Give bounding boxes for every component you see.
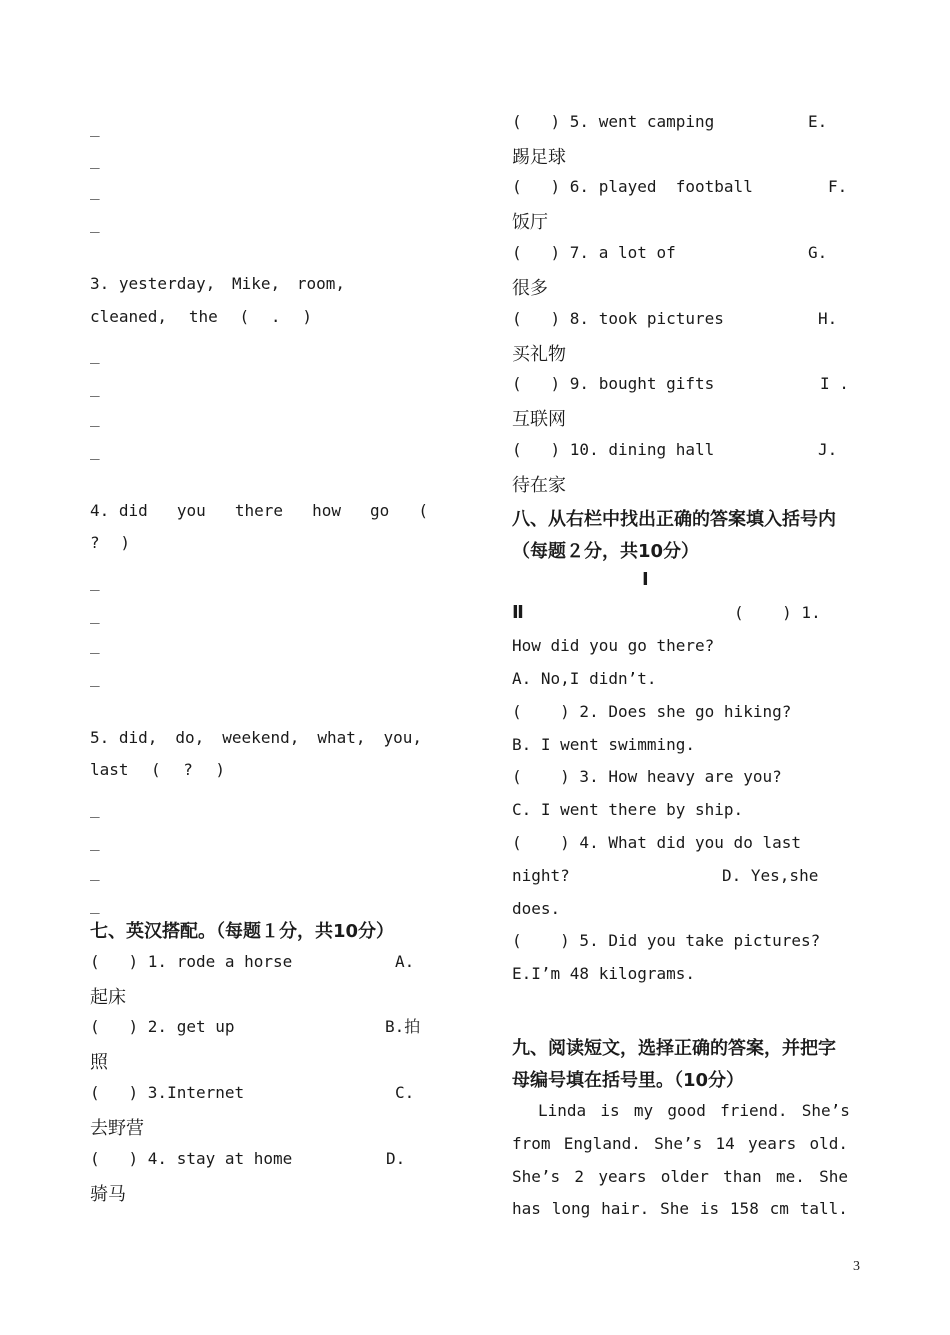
question-3-line-2 — [90, 307, 312, 327]
answer-blank-line: _ — [90, 572, 100, 591]
word: do, — [175, 728, 205, 747]
word: last — [90, 760, 129, 779]
passage-line — [512, 1199, 848, 1219]
word: me. — [775, 1167, 805, 1186]
match-option-chinese: 照 — [90, 1052, 108, 1073]
word: older — [660, 1167, 709, 1186]
match-item: ( ) 10. dining hall — [512, 440, 715, 459]
word: She’s — [801, 1101, 850, 1120]
word: is — [600, 1101, 620, 1120]
word: 5. did, — [90, 728, 158, 747]
word: years — [598, 1167, 647, 1186]
answer-blank-line: _ — [90, 408, 100, 427]
qa-line: ( ) 3. How heavy are you? — [512, 767, 782, 786]
match-item: ( ) 8. took pictures — [512, 309, 724, 328]
answer-blank-line: _ — [90, 345, 100, 364]
qa-line: night? — [512, 866, 570, 885]
word: the — [188, 307, 218, 326]
word: 14 — [715, 1134, 735, 1153]
answer-blank-line: _ — [90, 605, 100, 624]
match-option-chinese: 饭厅 — [512, 212, 548, 233]
word: ) — [302, 307, 312, 326]
word: hair. — [601, 1199, 650, 1218]
match-option-letter: F. — [828, 177, 848, 196]
word: what, — [317, 728, 366, 747]
answer-blank-line: _ — [90, 799, 100, 818]
match-option-letter: G. — [808, 243, 828, 262]
word: is — [699, 1199, 720, 1218]
answer-blank-line: _ — [90, 832, 100, 851]
word: cm — [769, 1199, 789, 1218]
qa-line: ( ) 2. Does she go hiking? — [512, 702, 792, 721]
match-option-chinese: 骑马 — [90, 1184, 126, 1205]
qa-option: D. Yes,she — [722, 866, 819, 885]
word: England. — [563, 1134, 641, 1153]
question-5-line-2 — [90, 760, 225, 780]
word: long — [551, 1199, 591, 1218]
word: room, — [296, 274, 345, 293]
word: tall. — [799, 1199, 848, 1218]
word: Linda — [538, 1101, 587, 1120]
word: ) — [120, 533, 130, 552]
word: ) — [215, 760, 225, 779]
word: ? — [183, 760, 193, 779]
word: She’s — [512, 1167, 561, 1186]
passage-line — [512, 1167, 848, 1187]
section-8-heading: 八、从右栏中找出正确的答案填入括号内 — [512, 509, 836, 530]
match-option-letter: B.拍 — [385, 1017, 421, 1036]
word: weekend, — [222, 728, 300, 747]
match-item: ( ) 4. stay at home — [90, 1149, 293, 1168]
qa-option: E.I’m 48 kilograms. — [512, 964, 696, 983]
word: how — [312, 501, 341, 520]
word: than — [723, 1167, 762, 1186]
match-item: ( ) 2. get up — [90, 1017, 235, 1036]
answer-blank-line: _ — [90, 635, 100, 654]
qa-line: B. I went swimming. — [512, 735, 696, 754]
column-label-2: Ⅱ — [512, 602, 524, 623]
match-option-letter: E. — [808, 112, 828, 131]
word: you, — [383, 728, 422, 747]
qa-line: A. No,I didn’t. — [512, 669, 657, 688]
word: 4. did — [90, 501, 148, 520]
section-9-subheading: 母编号填在括号里。（10分） — [512, 1070, 745, 1091]
word: ( — [418, 501, 428, 520]
word: from — [512, 1134, 551, 1153]
word: ( — [239, 307, 250, 326]
word: 2 — [574, 1167, 585, 1186]
qa-line: ( ) 5. Did you take pictures? — [512, 931, 821, 950]
match-option-chinese: 踢足球 — [512, 147, 566, 168]
word: . — [270, 307, 281, 326]
question-5-line-1 — [90, 728, 422, 748]
page-number: 3 — [853, 1259, 860, 1274]
match-item: ( ) 3.Internet — [90, 1083, 245, 1102]
passage-line — [538, 1101, 850, 1121]
answer-blank-line: _ — [90, 862, 100, 881]
word: there — [234, 501, 283, 520]
match-option-chinese: 起床 — [90, 987, 126, 1008]
word: good — [667, 1101, 706, 1120]
word: old. — [809, 1134, 848, 1153]
qa-line: does. — [512, 899, 561, 918]
word: 3. yesterday, — [90, 274, 216, 293]
question-1-bracket: ( ) 1. — [734, 603, 821, 622]
word: go — [370, 501, 390, 520]
match-option-chinese: 互联网 — [512, 409, 566, 430]
match-option-letter: C. — [395, 1083, 415, 1102]
answer-blank-line: _ — [90, 441, 100, 460]
match-option-letter: I . — [820, 374, 849, 393]
answer-blank-line: _ — [90, 181, 100, 200]
word: cleaned, — [90, 307, 168, 326]
word: my — [633, 1101, 654, 1120]
answer-blank-line: _ — [90, 118, 100, 137]
qa-line: How did you go there? — [512, 636, 715, 655]
match-item: ( ) 7. a lot of — [512, 243, 676, 262]
word: She — [819, 1167, 848, 1186]
match-item: ( ) 5. went camping — [512, 112, 715, 131]
word: Mike, — [231, 274, 281, 293]
match-option-letter: D. — [386, 1149, 406, 1168]
answer-blank-line: _ — [90, 150, 100, 169]
match-option-chinese: 去野营 — [90, 1118, 144, 1139]
match-item: ( ) 1. rode a horse — [90, 952, 293, 971]
answer-blank-line: _ — [90, 214, 100, 233]
qa-line: C. I went there by ship. — [512, 800, 744, 819]
match-option-letter: J. — [818, 440, 838, 459]
word: She’s — [654, 1134, 703, 1153]
qa-line: ( ) 4. What did you do last — [512, 833, 801, 852]
word: friend. — [720, 1101, 788, 1120]
word: ( — [151, 760, 161, 779]
section-7-heading: 七、英汉搭配。（每题１分，共10分） — [90, 921, 395, 942]
match-option-chinese: 待在家 — [512, 475, 566, 496]
word: years — [748, 1134, 797, 1153]
section-9-heading: 九、阅读短文，选择正确的答案，并把字 — [512, 1038, 836, 1059]
question-3-line-1 — [90, 274, 345, 294]
match-item: ( ) 6. played football — [512, 177, 753, 196]
answer-blank-line: _ — [90, 668, 100, 687]
match-option-chinese: 买礼物 — [512, 344, 566, 365]
passage-line — [512, 1134, 848, 1154]
answer-blank-line: _ — [90, 378, 100, 397]
match-option-letter: H. — [818, 309, 838, 328]
question-4-line-1 — [90, 501, 428, 521]
section-8-subheading: （每题２分，共10分） — [512, 541, 700, 562]
word: 158 — [729, 1199, 759, 1218]
match-option-chinese: 很多 — [512, 278, 548, 299]
question-4-line-2 — [90, 533, 130, 553]
word: ? — [90, 533, 100, 552]
word: She — [660, 1199, 689, 1218]
word: you — [176, 501, 206, 520]
column-label-1: Ⅰ — [642, 569, 649, 590]
word: has — [512, 1199, 541, 1218]
answer-blank-line: _ — [90, 895, 100, 914]
match-option-letter: A. — [395, 952, 415, 971]
match-item: ( ) 9. bought gifts — [512, 374, 715, 393]
